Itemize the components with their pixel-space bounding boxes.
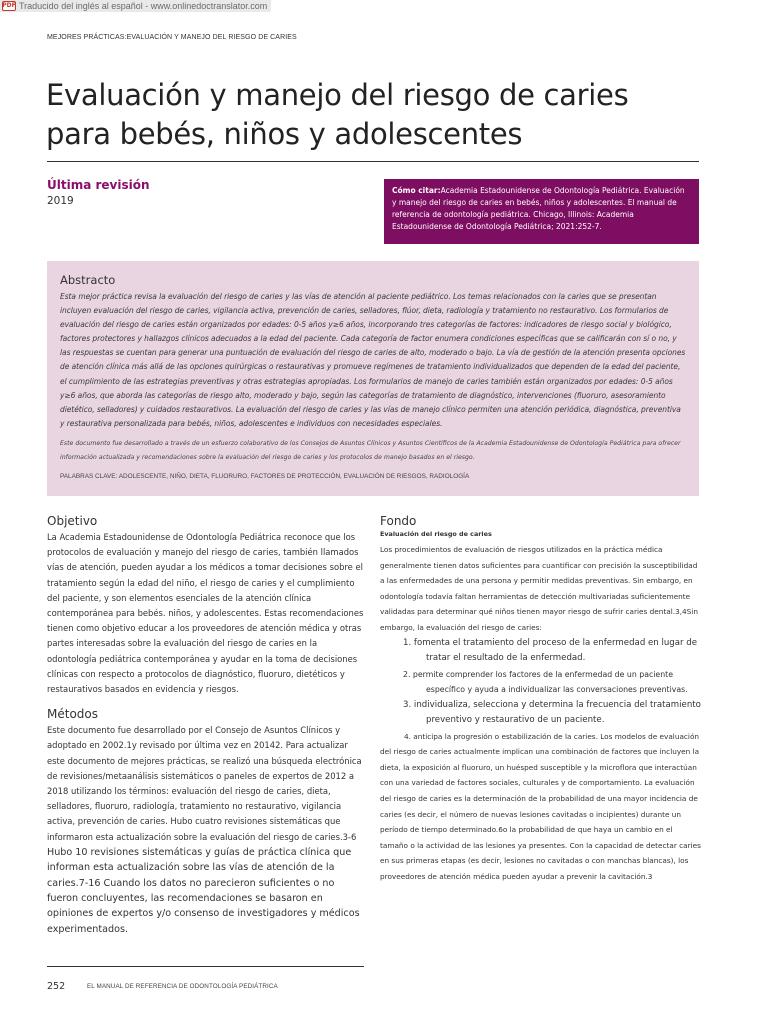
fondo-heading: Fondo [380,514,417,528]
right-column [380,514,702,885]
fondo-item-4: 4. anticipa la progresión o estabilización de la caries. Los modelos de evaluación del riesgo de caries actualmente implican una combinación de factores que incluyen la dieta, la exposición al fluoruro, un huésped susceptible y la microflora que interactúan con una variedad de factores sociales, culturales y de comportamiento. La evaluación del riesgo de caries es la determinación de la probabilidad de una mayor incidencia de caries (es decir, el número de nuevas lesiones cavitadas o incipientes) durante un período de tiempo determinado.6o la probabilidad de que haya un cambio en el tamaño o la actividad de las lesiones ya presentes. Con la capacidad de detectar caries en sus primeras etapas (es decir, lesiones no cavitadas o con manchas blancas), los proveedores de atención médica pueden ayudar a prevenir la cavitación.3 [380,731,701,881]
abstract-body: Esta mejor práctica revisa la evaluación del riesgo de caries y las vías de atención al paciente pediátrico. Los temas relacionados con la caries que se presentan incluyen evaluación del riesgo de caries, vigilancia activa, prevención de caries, selladores, flúor, dieta, radiología y tratamiento no restaurativo. Los formularios de evaluación del riesgo de caries están organizados por edades: 0-5 años y≥6 años, incorporando tres categorías de factores: indicadores de riesgo social y biológico, factores protectores y hallazgos clínicos adecuados a la edad del paciente. Cada categoría de factor enumera condiciones específicas que se calificarán con sí o no, y las respuestas se cuentan para generar una puntuación de evaluación del riesgo de caries de alto, moderado o bajo. La vía de gestión de la atención presenta opciones de atención clínica más allá de las opciones quirúrgicas o restaurativas y promueve regímenes de tratamiento individualizados que dependen de la edad del paciente, el cumplimiento de las estrategias preventivas y otras estrategias apropiadas. Los formularios de manejo de caries también están organizados por edades: 0-5 años y≥6 años, que aborda las categorías de riesgo alto, moderado y bajo, según las categorías de tratamiento de diagnóstico, intervenciones (fluoruro, asesoramiento dietético, selladores) y cuidados restaurativos. La evaluación del riesgo de caries y las vías de manejo clínico permiten una atención periódica, diagnóstica, preventiva y restaurativa personalizada para bebés, niños, adolescentes e individuos con necesidades especiales. [60,292,686,428]
abstract-box [47,261,699,496]
running-header: MEJORES PRÁCTICAS:EVALUACIÓN Y MANEJO DEL RIESGO DE CARIES [47,34,297,41]
title-line-2: para bebés, niños y adolescentes [46,117,523,151]
translate-icon: PDF [2,2,16,9]
citation-text: Academia Estadounidense de Odontología Pediátrica. Evaluación y manejo del riesgo de caries en bebés, niños y adolescentes. El manual de referencia de odontología pediátrica. Chicago, Illinois: Academia Estadounidense de Odontología Pediátrica; 2021:252-7. [392,186,685,231]
metodos-body-continued: Hubo 10 revisiones sistemáticas y guías de práctica clínica que informan esta actualización sobre las vías de atención de la caries.7-16 Cuando los datos no parecieron suficientes o no fueron concluyentes, las recomendaciones se basaron en opiniones de expertos y/o consenso de investigadores y médicos experimentados. [47,846,360,935]
left-column [47,514,367,937]
risk-list [380,636,702,729]
abstract-keywords: PALABRAS CLAVE: ADOLESCENTE, NIÑO, DIETA, FLUORURO, FACTORES DE PROTECCIÓN, EVALUACIÓN DE RIESGOS, RADIOLOGÍA [60,472,470,480]
list-item: 1. fomenta el tratamiento del proceso de la enfermedad en lugar de tratar el resultado de la enfermedad. [403,637,698,664]
page-number: 252 [47,981,66,992]
abstract-heading: Abstracto [60,273,116,287]
list-item: 2. permite comprender los factores de la enfermedad de un paciente específico y ayuda a individualizar las conversaciones preventivas. [403,669,688,695]
page-title [46,76,686,154]
list-item: 3. individualiza, selecciona y determina la frecuencia del tratamiento preventivo y restaurativo de un paciente. [403,699,701,726]
citation-box [384,179,699,244]
citation-label: Cómo citar: [392,186,441,195]
abstract-note: Este documento fue desarrollado a través de un esfuerzo colaborativo de los Consejos de Asuntos Clínicos y Asuntos Científicos de la Academia Estadounidense de Odontología Pediátrica para ofrecer información actualizada y recomendaciones sobre la evaluación del riesgo de caries y los protocolos de manejo basados en el riesgo. [60,439,681,461]
title-line-1: Evaluación y manejo del riesgo de caries [46,78,629,112]
footer-divider [47,966,364,967]
translator-text[interactable]: Traducido del inglés al español - www.onlinedoctranslator.com [19,1,268,11]
revision-label: Última revisión [47,178,150,192]
metodos-body: Este documento fue desarrollado por el Consejo de Asuntos Clínicos y adoptado en 2002.1y revisado por última vez en 20142. Para actualizar este documento de mejores prácticas, se realizó una búsqueda electrónica de revisiones/metaanálisis sistemáticos o paneles de expertos de 2012 a 2018 utilizando los términos: evaluación del riesgo de caries, dieta, selladores, fluoruro, radiología, tratamiento no restaurativo, vigilancia activa, prevención de caries. Hubo cuatro revisiones sistemáticas que informaron esta actualización sobre la evaluación del riesgo de caries.3-6 [47,725,362,842]
title-divider [47,161,699,162]
objetivo-body: La Academia Estadounidense de Odontología Pediátrica reconoce que los protocolos de evaluación y manejo del riesgo de caries, también llamados vías de atención, pueden ayudar a los médicos a tomar decisiones sobre el tratamiento según la edad del niño, el riesgo de caries y el cumplimiento del paciente, y son elementos esenciales de la atención clínica contemporánea para bebés. niños, y adolescentes. Estas recomendaciones tienen como objetivo educar a los proveedores de atención médica y otras partes interesadas sobre la evaluación del riesgo de caries en la odontología pediátrica contemporánea y ayudar en la toma de decisiones clínicas con respecto a protocolos de diagnóstico, fluoruro, dietéticos y restaurativos basados en evidencia y riesgos. [47,532,364,695]
fondo-intro: Los procedimientos de evaluación de riesgos utilizados en la práctica médica generalmente tienen datos suficientes para cuantificar con precisión la susceptibilidad a las enfermedades de una persona y permitir medidas preventivas. Sin embargo, en odontología todavía faltan herramientas de detección multivariadas suficientemente validadas para determinar qué niños tienen mayor riesgo de sufrir caries dental.3,4Sin embargo, la evaluación del riesgo de caries: [380,545,698,632]
metodos-heading: Métodos [47,707,98,722]
revision-year: 2019 [47,195,74,207]
journal-name: EL MANUAL DE REFERENCIA DE ODONTOLOGÍA PEDIÁTRICA [87,983,278,990]
fondo-subheading: Evaluación del riesgo de caries [380,530,492,538]
translator-banner[interactable] [0,0,271,12]
objetivo-heading: Objetivo [47,514,98,528]
